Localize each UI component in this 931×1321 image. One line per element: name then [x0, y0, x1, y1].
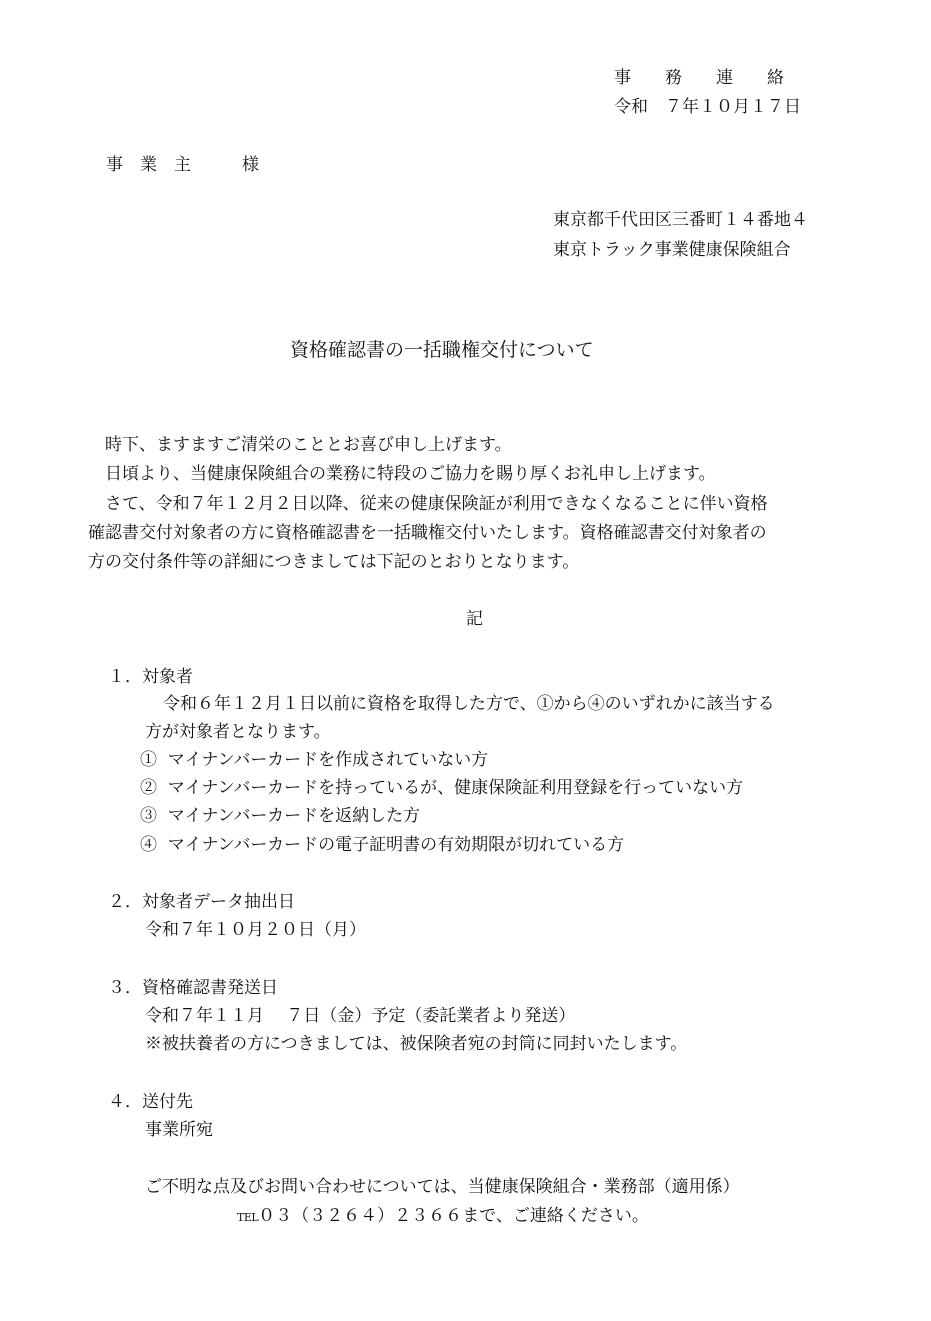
section-3-value: 令和７年１１月 ７日（金）予定（委託業者より発送）: [145, 1006, 576, 1026]
body-line-5: 方の交付条件等の詳細につきましては下記のとおりとなります。: [88, 552, 580, 572]
sender-address: 東京都千代田区三番町１４番地４: [553, 210, 808, 230]
ki-heading: 記: [466, 609, 483, 629]
document-title: 資格確認書の一括職権交付について: [290, 339, 594, 361]
section-1-item: ① マイナンバーカードを作成されていない方: [140, 750, 489, 770]
section-1-desc-2: 方が対象者となります。: [145, 722, 331, 742]
section-2-heading: ２．対象者データ抽出日: [108, 892, 295, 912]
section-1-item: ④ マイナンバーカードの電子証明書の有効期限が切れている方: [140, 835, 625, 855]
section-1-item: ② マイナンバーカードを持っているが、健康保険証利用登録を行っていない方: [140, 778, 744, 798]
body-line-1: 時下、ますますご清栄のこととお喜び申し上げます。: [105, 435, 512, 455]
addressee: 事 業 主 様: [106, 155, 259, 175]
body-line-2: 日頃より、当健康保険組合の業務に特段のご協力を賜り厚くお礼申し上げます。: [105, 464, 716, 484]
contact-line-1: ご不明な点及びお問い合わせについては、当健康保険組合・業務部（適用係）: [145, 1177, 740, 1197]
body-line-3: さて、令和７年１２月２日以降、従来の健康保険証が利用できなくなることに伴い資格: [105, 494, 768, 514]
section-1-item: ③ マイナンバーカードを返納した方: [140, 806, 421, 826]
section-2-value: 令和７年１０月２０日（月）: [145, 920, 366, 940]
contact-phone-text: ０３（３２６４）２３６６まで、ご連絡ください。: [258, 1206, 649, 1226]
contact-line-2: [237, 1208, 649, 1225]
section-3-heading: ３．資格確認書発送日: [108, 978, 278, 998]
sender-org: 東京トラック事業健康保険組合: [553, 240, 791, 260]
section-4-value: 事業所宛: [145, 1120, 213, 1140]
tel-label: TEL: [237, 1211, 259, 1224]
notice-type: 事 務 連 絡: [614, 68, 784, 88]
section-1-heading: １．対象者: [108, 667, 193, 687]
section-4-heading: ４．送付先: [108, 1092, 193, 1112]
notice-date: 令和 ７年１０月１７日: [614, 97, 801, 117]
section-1-desc-1: 令和６年１２月１日以前に資格を取得した方で、①から④のいずれかに該当する: [163, 694, 775, 714]
body-line-4: 確認書交付対象者の方に資格確認書を一括職権交付いたします。資格確認書交付対象者の: [88, 523, 767, 543]
section-3-note: ※被扶養者の方につきましては、被保険者宛の封筒に同封いたします。: [145, 1034, 688, 1054]
